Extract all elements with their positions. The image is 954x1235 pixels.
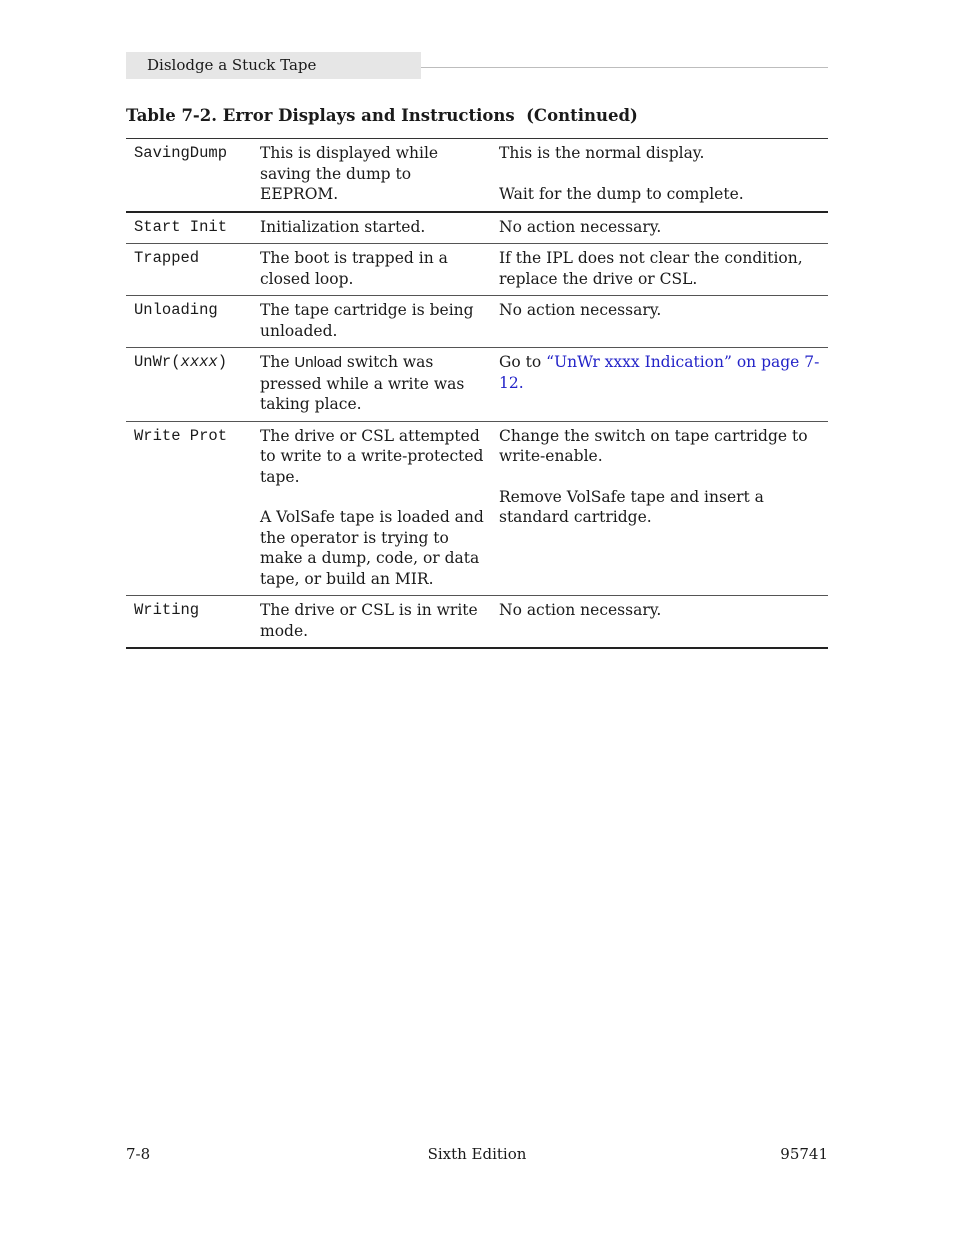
- cross-reference-link[interactable]: “UnWr xxxx Indication” on page 7-12: [499, 353, 820, 392]
- edition-label: Sixth Edition: [427, 1145, 527, 1163]
- action-cell: No action necessary.: [499, 217, 662, 236]
- display-code: [126, 348, 260, 422]
- document-number: 95741: [780, 1145, 828, 1163]
- action-cell: [499, 139, 828, 212]
- meaning-text: A VolSafe tape is loaded and the operator is trying to make a dump, code, or data tape, or build an MIR.: [260, 508, 484, 588]
- error-displays-table: [126, 138, 828, 649]
- display-code-prefix: UnWr(: [134, 353, 181, 371]
- page-number: 7-8: [126, 1145, 151, 1163]
- table-row-writing: [126, 596, 828, 649]
- action-cell: No action necessary.: [499, 601, 662, 619]
- header-section-title: Dislodge a Stuck Tape: [147, 56, 317, 74]
- meaning-cell: [260, 348, 499, 422]
- action-suffix: .: [518, 373, 524, 392]
- table-row-trapped: [126, 244, 828, 296]
- action-cell: If the IPL does not clear the condition, replace the drive or CSL.: [499, 249, 803, 288]
- meaning-prefix: The: [260, 353, 295, 371]
- action-cell: No action necessary.: [499, 301, 662, 319]
- action-cell: [499, 421, 828, 596]
- action-prefix: Go to: [499, 353, 547, 371]
- display-code: Writing: [134, 601, 200, 619]
- action-cell: [499, 348, 828, 422]
- header-rule: [421, 67, 828, 68]
- unload-switch-label: Unload: [294, 354, 342, 371]
- action-text: This is the normal display.: [499, 144, 705, 162]
- table-caption: Table 7-2. Error Displays and Instructions (Continued): [126, 106, 638, 125]
- meaning-cell: [260, 421, 499, 596]
- display-code-suffix: ): [217, 353, 228, 371]
- display-code: SavingDump: [134, 144, 228, 162]
- meaning-suffix: switch was pressed while a write was taking place.: [260, 353, 465, 413]
- meaning-cell: The drive or CSL is in write mode.: [260, 601, 478, 640]
- display-code: Trapped: [134, 249, 200, 267]
- table-row-start-init: [126, 212, 828, 244]
- table-row-unloading: [126, 296, 828, 348]
- table-row-savingdump: [126, 139, 828, 212]
- action-text: Change the switch on tape cartridge to write-enable.: [499, 426, 808, 465]
- display-code: Unloading: [134, 301, 218, 319]
- display-code: Start Init: [134, 217, 228, 236]
- action-text: Wait for the dump to complete.: [499, 184, 744, 203]
- action-text: Remove VolSafe tape and insert a standard cartridge.: [499, 487, 764, 526]
- display-code: Write Prot: [134, 426, 228, 445]
- meaning-cell: Initialization started.: [260, 217, 426, 236]
- meaning-text: The drive or CSL attempted to write to a write-protected tape.: [260, 426, 484, 486]
- running-header: [126, 52, 421, 79]
- table-row-write-prot: [126, 421, 828, 596]
- table-row-unwr: [126, 348, 828, 422]
- meaning-cell: The boot is trapped in a closed loop.: [260, 249, 448, 288]
- display-code-variable: xxxx: [180, 353, 218, 371]
- meaning-cell: The tape cartridge is being unloaded.: [260, 301, 474, 340]
- meaning-cell: This is displayed while saving the dump to EEPROM.: [260, 144, 439, 203]
